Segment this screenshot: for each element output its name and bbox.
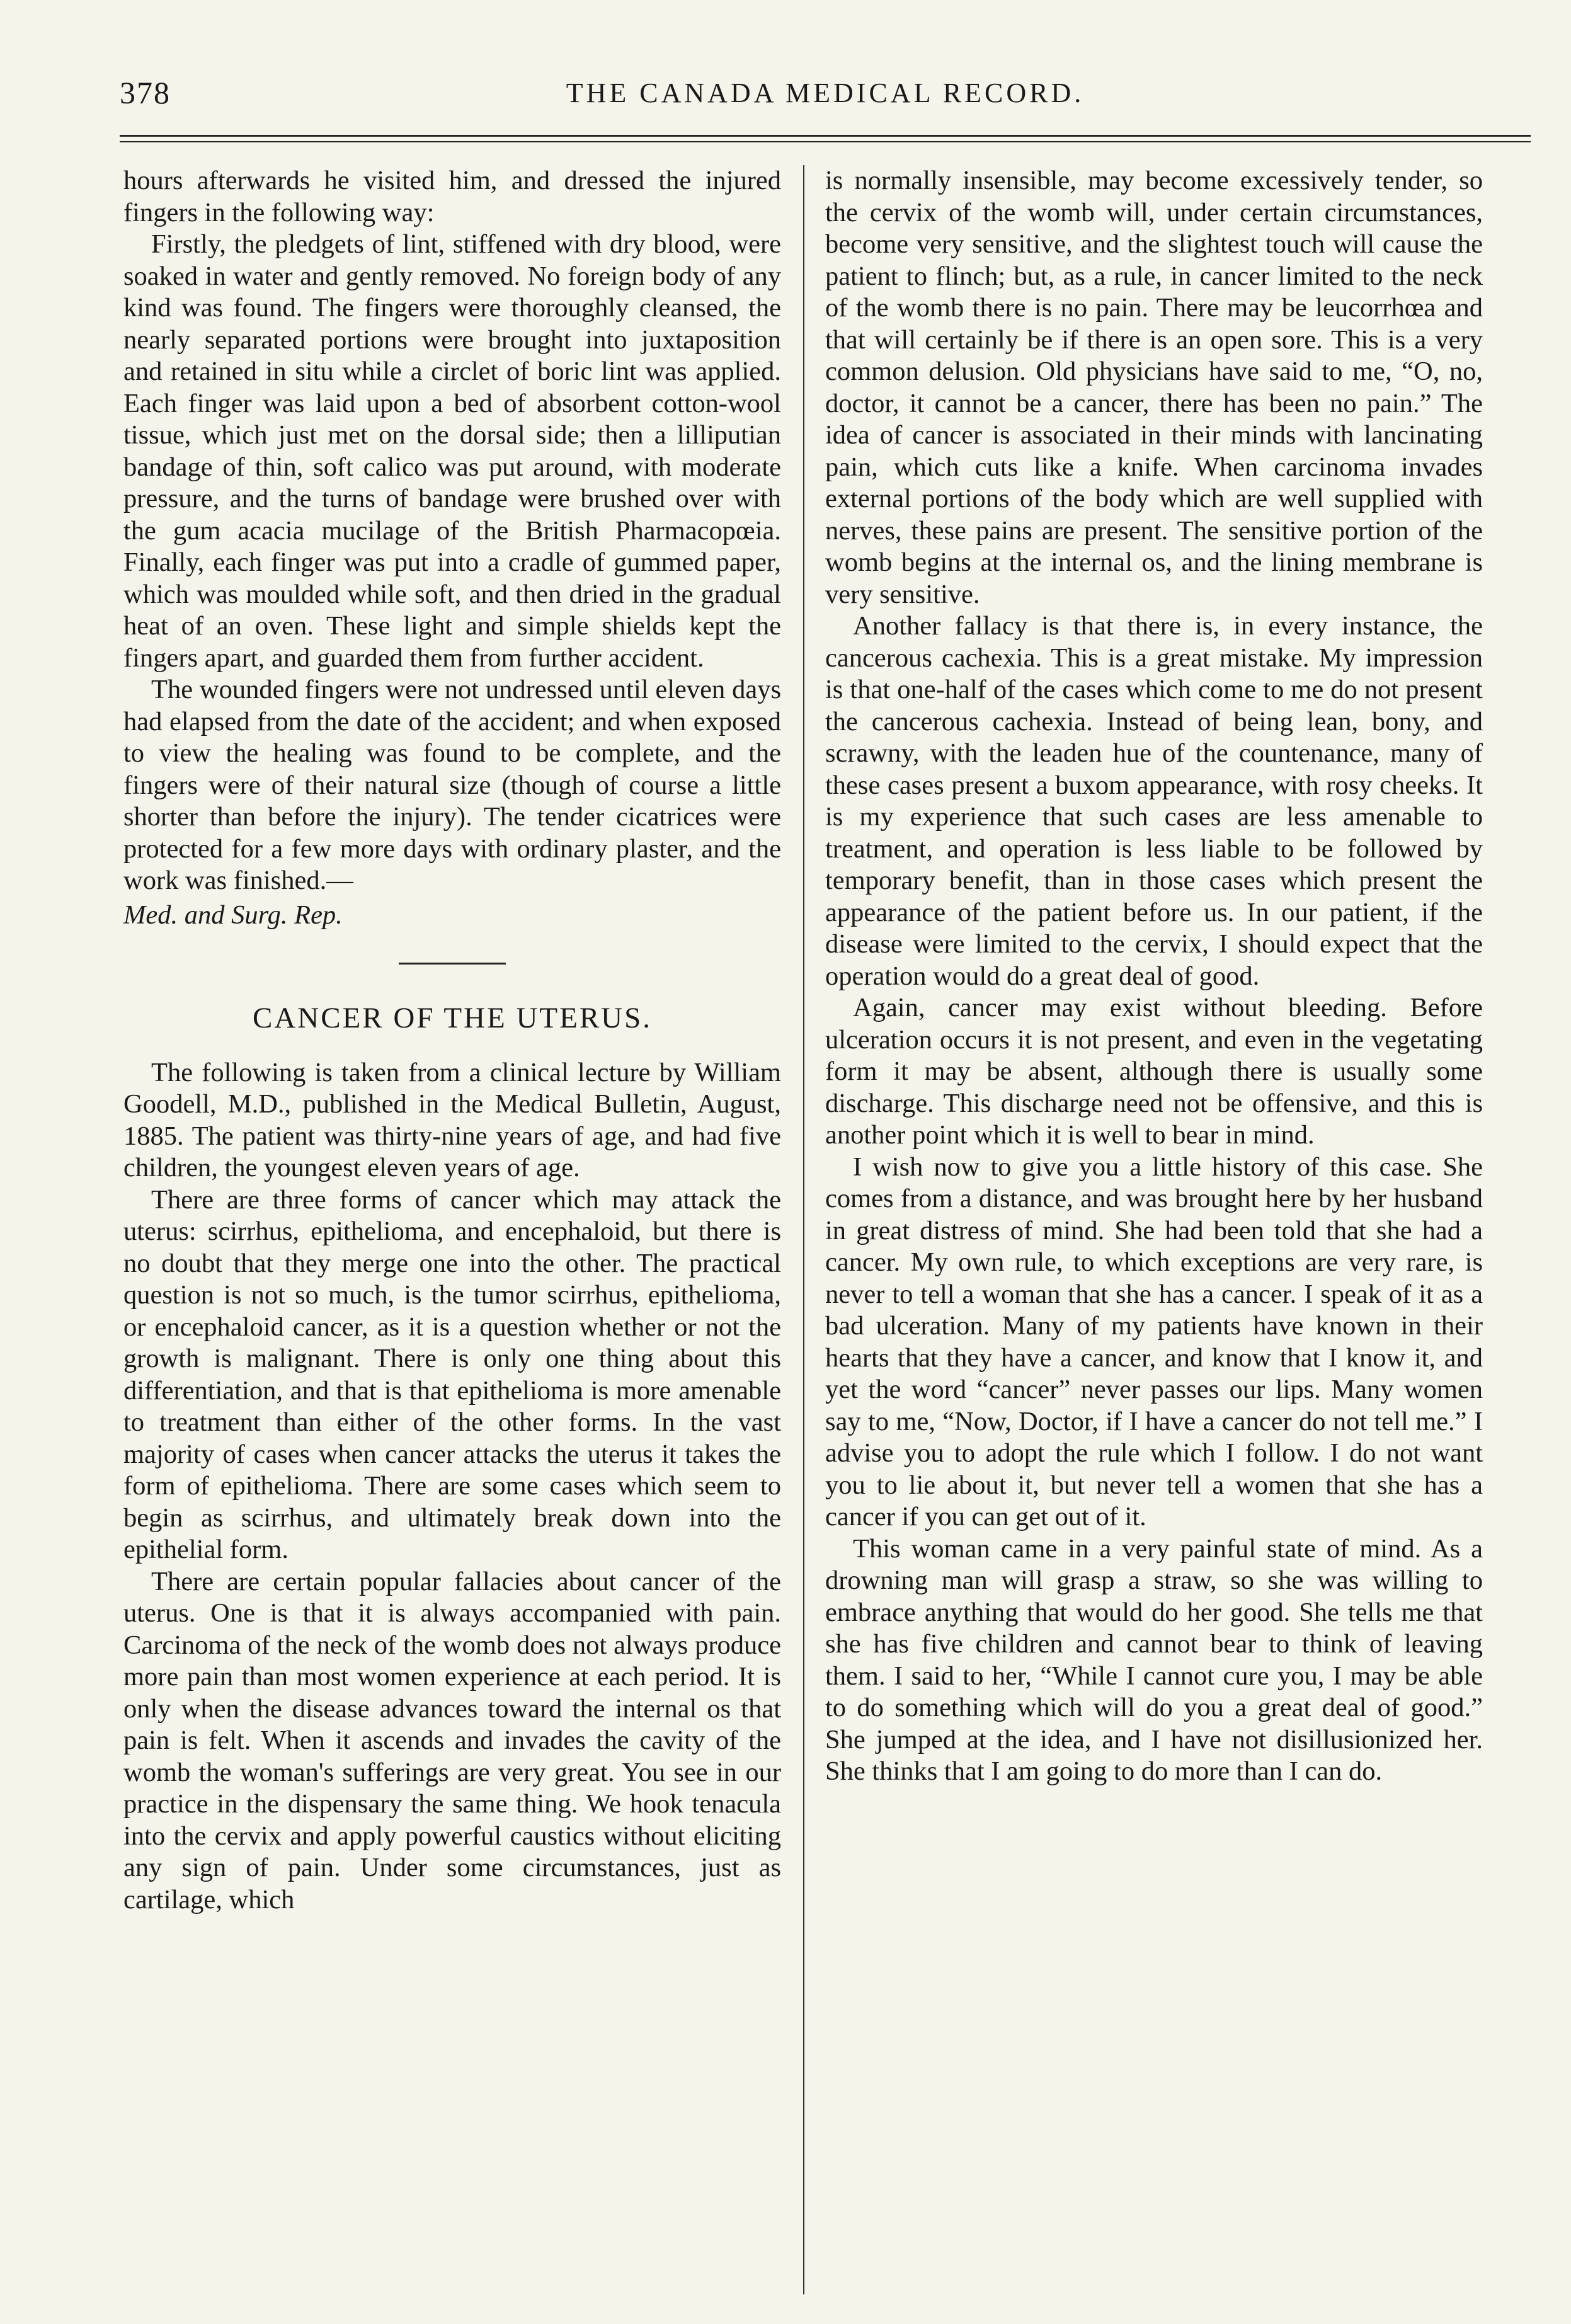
paragraph: I wish now to give you a little history of this case. She comes from a distance, and was brought here by her husband in great distress of mind. She had been told that she had a cancer. My own rule, to which exceptions are very rare, is never to tell a woman that she has a cancer. I speak of it as a bad ulceration. Many of my patients have known in their hearts that they have a cancer, and know that I know it, and yet the word “cancer” never passes our lips. Many women say to me, “Now, Doctor, if I have a cancer do not tell me.” I advise you to adopt the rule which I follow. I do not want you to lie about it, but never tell a women that she has a cancer if you can get out of it. — [825, 1152, 1483, 1531]
paragraph: Another fallacy is that there is, in every instance, the cancerous cachexia. This is a great mistake. My impression is that one-half of the cases which come to me do not present the cancerous cachexia. Instead of being lean, bony, and scrawny, with the leaden hue of the countenance, many of these cases present a buxom appearance, with rosy cheeks. It is my experience that such cases are less amenable to treatment, and operation is less liable to be followed by temporary benefit, than in those cases which present the appearance of the patient before us. In our patient, if the disease were limited to the cervix, I should expect that the operation would do a great deal of good. — [825, 611, 1483, 991]
header-rule-thin — [120, 141, 1531, 142]
running-title: THE CANADA MEDICAL RECORD. — [566, 77, 1085, 108]
paragraph: Firstly, the pledgets of lint, stiffened with dry blood, were soaked in water and gently removed. No foreign body of any kind was found. The fingers were thoroughly cleansed, the nearly separated portions were brought into juxtaposition and retained in situ while a circlet of boric lint was applied. Each finger was laid upon a bed of absorbent cotton-wool tissue, which just met on the dorsal side; then a lilliputian bandage of thin, soft calico was put around, with moderate pressure, and the turns of bandage were brushed over with the gum acacia mucilage of the British Pharmacopœia. Finally, each finger was put into a cradle of gummed paper, which was moulded while soft, and then dried in the gradual heat of an oven. These light and simple shields kept the fingers apart, and guarded them from further accident. — [123, 229, 781, 673]
paragraph: The following is taken from a clinical lecture by William Goodell, M.D., published in the Medical Bulletin, August, 1885. The patient was thirty-nine years of age, and had five children, the youngest eleven years of age. — [123, 1057, 781, 1182]
page-header — [120, 63, 1531, 120]
paragraph: Again, cancer may exist without bleeding. Before ulceration occurs it is not present, and even in the vegetating form it may be absent, although there is usually some discharge. This discharge need not be offensive, and this is another point which it is well to bear in mind. — [825, 993, 1483, 1150]
paragraph: This woman came in a very painful state of mind. As a drowning man will grasp a straw, so she was willing to embrace anything that would do her good. She tells me that she has five children and cannot bear to think of leaving them. I said to her, “While I cannot cure you, I may be able to do something which will do you a great deal of good.” She jumped at the idea, and I have not disillusionized her. She thinks that I am going to do more than I can do. — [825, 1533, 1483, 1786]
paragraph: There are certain popular fallacies about cancer of the uterus. One is that it is always accompanied with pain. Carcinoma of the neck of the womb does not always produce more pain than most women experience at each period. It is only when the disease advances toward the internal os that pain is felt. When it ascends and invades the cavity of the womb the woman's sufferings are very great. You see in our practice in the dispensary the same thing. We hook tenacula into the cervix and apply powerful caustics without eliciting any sign of pain. Under some circumstances, just as cartilage, which — [123, 1566, 781, 1915]
left-column — [123, 165, 781, 2301]
right-column — [825, 165, 1483, 2301]
paragraph: The wounded fingers were not undressed until eleven days had elapsed from the date of the accident; and when exposed to view the healing was found to be complete, and the fingers were of their natural size (though of course a little shorter than before the injury). The tender cicatrices were protected for a few more days with ordinary plaster, and the work was finished.— — [123, 675, 781, 895]
section-heading: CANCER OF THE UTERUS. — [252, 1002, 653, 1034]
paragraph: is normally insensible, may become excessively tender, so the cervix of the womb will, under certain circumstances, become very sensitive, and the slightest touch will cause the patient to flinch; but, as a rule, in cancer limited to the neck of the womb there is no pain. There may be leucorrhœa and that will certainly be if there is an open sore. This is a very common delusion. Old physicians have said to me, “O, no, doctor, it cannot be a cancer, there has been no pain.” The idea of cancer is associated in their minds with lancinating pain, which cuts like a knife. When carcinoma invades external portions of the body which are well supplied with nerves, these pains are present. The sensitive portion of the womb begins at the internal os, and the lining membrane is very sensitive. — [825, 166, 1483, 609]
citation: Med. and Surg. Rep. — [123, 900, 343, 930]
paragraph: There are three forms of cancer which may attack the uterus: scirrhus, epithelioma, and encephaloid, but there is no doubt that they merge one into the other. The practical question is not so much, is the tumor scirrhus, epithelioma, or encephaloid cancer, as it is a question whether or not the growth is malignant. There is only one thing about this differentiation, and that is that epithelioma is more amenable to treatment than either of the other forms. In the vast majority of cases when cancer attacks the uterus it takes the form of epithelioma. There are some cases which seem to begin as scirrhus, and ultimately break down into the epithelial form. — [123, 1184, 781, 1564]
paragraph: hours afterwards he visited him, and dressed the injured fingers in the following way: — [123, 166, 781, 227]
header-rule — [120, 135, 1531, 137]
page-number: 378 — [120, 75, 171, 110]
column-divider — [803, 165, 804, 2294]
section-divider — [399, 963, 506, 965]
